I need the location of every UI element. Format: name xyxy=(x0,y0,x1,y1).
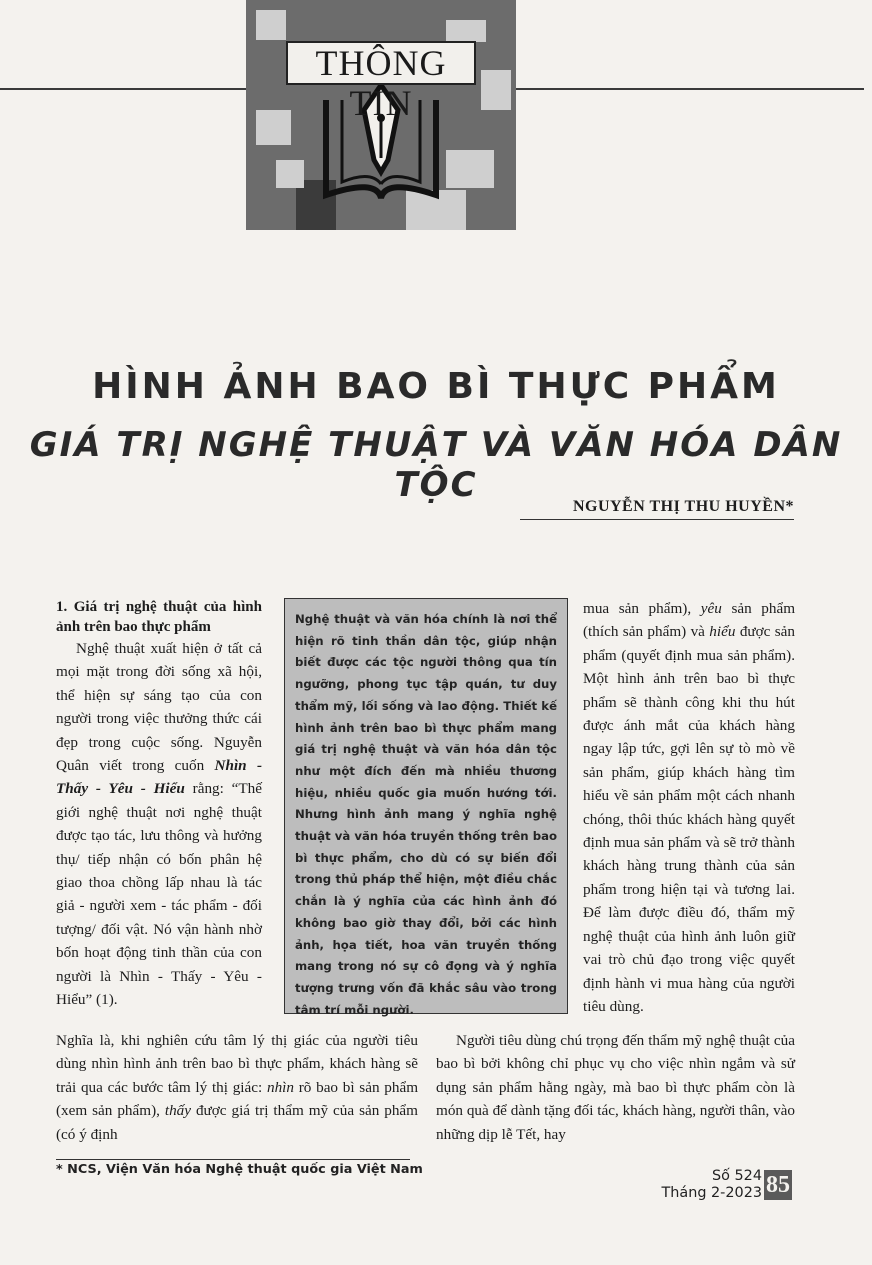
author-rule xyxy=(520,519,794,520)
text-run: rõ bao bì sản phẩm (xem sản phẩm), xyxy=(56,1078,419,1120)
text-run: sản phẩm (thích sản phẩm) và xyxy=(583,600,796,641)
issue-month: Tháng 2-2023 xyxy=(661,1185,762,1201)
text-run: Nghĩa là, khi nghiên cứu tâm lý thị giác của người tiêu dùng nhìn hình ảnh trên bao bì thực phẩm, khách hàng sẽ trải qua các bước tâm lý thị giác: xyxy=(56,1032,418,1096)
text-run: được sản phẩm (quyết định mua sản phẩm). Một hình ảnh trên bao bì thực phẩm sẽ thành công khi thu hút được ánh mắt của khách hàng ngay lập tức, gợi lên sự tò mò về sản phẩm, giúp khách hàng tìm hiểu về sản phẩm một cách nhanh chóng, thôi thúc khách hàng quyết định mua sản phẩm và sẽ trở thành khách hàng trung thành của sản phẩm trong hiện tại và tương lai. Để làm được điều đó, thẩm mỹ nghệ thuật của hình ảnh luôn giữ vai trò chủ đạo trong việc quyết định hành vi mua hàng của người tiêu dùng. xyxy=(583,623,796,1015)
footnote-rule xyxy=(56,1159,410,1160)
article-title: HÌNH ẢNH BAO BÌ THỰC PHẨM xyxy=(92,366,780,407)
issue-info xyxy=(661,1168,762,1202)
right-column xyxy=(583,597,795,1018)
text-run: rằng: “Thế giới nghệ thuật nơi nghệ thuật được tạo tác, lưu thông và hưởng thụ/ tiếp nhận có bốn phân hệ giao thoa chồng lấp nhau là tác giả - người xem - tác phẩm - đối tượng/ đối vật. Nó vận hành nhờ bốn hoạt động tinh thần của con người là Nhìn - Thấy - Yêu - Hiểu” (1). xyxy=(56,780,263,1009)
text-run: mua sản phẩm), xyxy=(583,600,692,617)
issue-number: Số 524 xyxy=(712,1168,762,1184)
pull-quote-text: Nghệ thuật và văn hóa chính là nơi thể hiện rõ tinh thần dân tộc, giúp nhận biết được các tộc người thông qua tín ngưỡng, phong tục tập quán, tư duy thẩm mỹ, lối sống và lao động. Thiết kế hình ảnh trên bao bì thực phẩm mang giá trị nghệ thuật và văn hóa dân tộc như một đích đến mà nhiều thương hiệu, nhiều quốc gia muốn hướng tới. Nhưng hình ảnh mang ý nghĩa nghệ thuật và văn hóa truyền thống trên bao bì thực phẩm, cho dù có sự biến đổi trong thủ pháp thể hiện, một điều chắc chắn là ý nghĩa của các hình ảnh đó không bao giờ thay đổi, bởi các hình ảnh, họa tiết, hoa văn truyền thống mang trong nó sự cô đọng và ý nghĩa tượng trưng vốn đã khắc sâu vào trong tâm trí mỗi người. xyxy=(295,612,557,1017)
book-title: Nhìn - Thấy - Yêu - Hiểu xyxy=(56,757,263,798)
pull-quote-box xyxy=(284,598,568,1017)
left-column xyxy=(56,597,262,1012)
section-heading: 1. Giá trị nghệ thuật của hình ảnh trên bao thực phẩm xyxy=(56,599,262,635)
banner-label: THÔNG TIN xyxy=(286,41,476,85)
footnote: * NCS, Viện Văn hóa Nghệ thuật quốc gia Việt Nam xyxy=(56,1162,423,1177)
emphasis-yeu: yêu xyxy=(700,600,722,617)
right-bottom-paragraph: Người tiêu dùng chú trọng đến thẩm mỹ nghệ thuật của bao bì bởi không chỉ phục vụ cho việc nhìn ngắm và sử dụng sản phẩm hằng ngày, mà bao bì thực phẩm còn là món quà để dành tặng đối tác, khách hàng, người thân, vào những dịp lễ Tết, hay xyxy=(436,1032,795,1143)
text-run: được giá trị thẩm mỹ của sản phẩm (có ý định xyxy=(56,1102,418,1143)
article-subtitle: GIÁ TRỊ NGHỆ THUẬT VÀ VĂN HÓA DÂN TỘC xyxy=(29,425,843,505)
left-paragraph xyxy=(56,637,262,1012)
section-banner xyxy=(246,0,516,230)
emphasis-nhin: nhìn xyxy=(266,1078,294,1096)
text-run: Nghệ thuật xuất hiện ở tất cả mọi mặt trong đời sống xã hội, thể hiện sự sáng tạo của con người trong việc thưởng thức cái đẹp trong cuộc sống. Nguyễn Quân viết trong cuốn xyxy=(56,640,262,775)
left-bottom-paragraph xyxy=(56,1029,418,1146)
emphasis-hieu: hiểu xyxy=(709,623,736,641)
author-name: NGUYỄN THỊ THU HUYỀN* xyxy=(572,498,794,515)
page-number: 85 xyxy=(766,1172,790,1198)
emphasis-thay: thấy xyxy=(164,1102,192,1120)
